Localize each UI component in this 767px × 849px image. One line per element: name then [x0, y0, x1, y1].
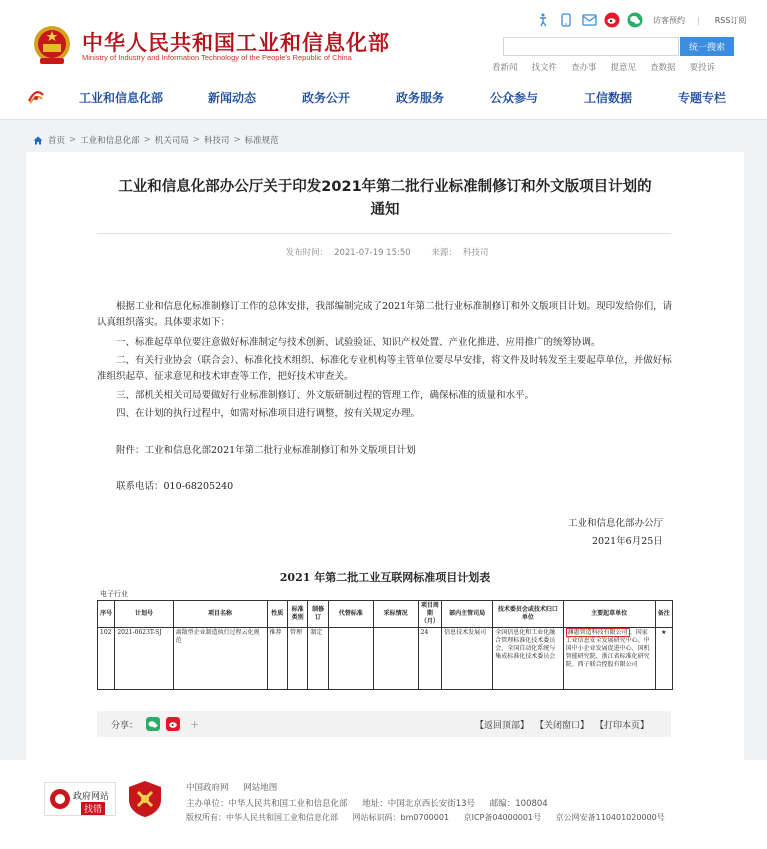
close-window-link[interactable]: 【关闭窗口】	[534, 721, 589, 731]
publish-label: 发布时间：	[285, 248, 329, 258]
source-label: 来源：	[431, 248, 457, 258]
mail-icon[interactable]	[581, 12, 597, 28]
drafter-rest: 、国家工业信息安全发展研究中心、中国中小企业发展促进中心、国机智能研究院、浙江省标准化研究院、西子联合控股有限公司	[565, 629, 650, 668]
attachment-link[interactable]: 附件：工业和信息化部2021年第二批行业标准制修订和外文版项目计划	[116, 445, 416, 456]
nav-item-ministry[interactable]: 工业和信息化部	[79, 91, 164, 105]
paragraph-item-4: 四、在计划的执行过程中，如需对标准项目进行调整，按有关规定办理。	[116, 408, 421, 419]
breadcrumb-standards[interactable]: 标准规范	[244, 136, 279, 146]
cell-revision: 制定	[308, 628, 328, 690]
col-header: 序号	[98, 601, 115, 628]
cell-period: 24	[418, 628, 441, 690]
nav-item-participation[interactable]: 公众参与	[490, 91, 539, 105]
col-header: 采标情况	[373, 601, 418, 628]
cell-type: 管理	[287, 628, 307, 690]
col-header: 项目名称	[173, 601, 267, 628]
search-button[interactable]: 统一搜索	[680, 37, 734, 56]
drafter-highlight: 渊惠智造科技有限公司	[567, 629, 628, 636]
visitor-appointment-link[interactable]: 访客预约	[653, 15, 685, 25]
quick-link-complaint[interactable]: 要投诉	[689, 63, 716, 73]
cell-nature: 推荐	[267, 628, 287, 690]
miit-logo-icon[interactable]	[27, 89, 45, 105]
cell-replace	[328, 628, 373, 690]
wechat-share-icon[interactable]	[146, 717, 160, 731]
article-title-line2: 通知	[370, 202, 400, 218]
footer-copyright-line	[186, 812, 677, 823]
quick-link-files[interactable]: 找文件	[531, 63, 558, 73]
divider: |	[697, 15, 700, 25]
breadcrumb-separator: >	[233, 135, 241, 145]
footer-address: 地址：中国北京西长安街13号	[362, 799, 476, 809]
paragraph-item-2: 二、有关行业协会（联合会）、标准化技术组织、标准化专业机构等主管单位要尽早安排，将文件及时转发至主要起草单位，并做好标准组织起草、征求意见和技术审查等工作，把好技术审查关。	[97, 355, 672, 382]
nav-item-public-affairs[interactable]: 政务公开	[302, 91, 351, 105]
cell-note: ★	[655, 628, 672, 690]
cell-plan-no: 2021-0623T-SJ	[115, 628, 173, 690]
quick-link-news[interactable]: 看新闻	[492, 63, 518, 73]
col-header: 技术委员会或技术归口单位	[493, 601, 563, 628]
quick-link-services[interactable]: 查办事	[571, 63, 597, 73]
nav-item-data[interactable]: 工信数据	[584, 91, 633, 105]
paragraph-intro: 根据工业和信息化标准制修订工作的总体安排，我部编制完成了2021年第二批行业标准制修订和外文版项目计划。现印发给你们，请认真组织落实。具体要求如下：	[97, 301, 673, 328]
footer-link-gov[interactable]: 中国政府网	[186, 783, 229, 793]
quick-links	[492, 61, 715, 73]
plan-table-category: 电子行业	[100, 590, 128, 598]
breadcrumb-tech-dept[interactable]: 科技司	[203, 136, 230, 146]
breadcrumb-ministry[interactable]: 工业和信息化部	[80, 136, 140, 146]
site-title[interactable]: 中华人民共和国工业和信息化部	[82, 31, 390, 55]
gov-emblem-icon	[49, 788, 71, 810]
signature-date: 2021年6月25日	[592, 536, 663, 547]
col-header: 计划号	[115, 601, 173, 628]
main-nav	[0, 80, 767, 114]
col-header: 代替标准	[328, 601, 373, 628]
breadcrumb-separator: >	[69, 135, 77, 145]
cell-dept: 信息技术发展司	[442, 628, 493, 690]
footer-host: 主办单位：中华人民共和国工业和信息化部	[186, 799, 348, 809]
footer-icp[interactable]: 京ICP备04000001号	[463, 813, 542, 822]
publish-time: 2021-07-19 15:50	[334, 248, 411, 258]
gov-site-label: 政府网站	[73, 792, 110, 802]
party-org-badge-icon[interactable]	[127, 780, 163, 818]
cell-project-name: 离散型企业制造执行过程云化规范	[173, 628, 267, 690]
col-header: 部内主管司局	[442, 601, 493, 628]
col-header: 性质	[267, 601, 287, 628]
footer-copyright: 版权所有：中华人民共和国工业和信息化部	[186, 813, 338, 822]
source-value: 科技司	[462, 248, 489, 258]
back-to-top-link[interactable]: 【返回顶部】	[474, 721, 529, 731]
col-header: 备注	[655, 601, 672, 628]
table-header-row	[98, 601, 673, 628]
cell-committee: 全国信息化和工业化融合管理标准化技术委员会、全国自动化系统与集成标准化技术委员会	[493, 628, 563, 690]
cell-no: 102	[98, 628, 115, 690]
share-more-icon[interactable]: +	[190, 717, 200, 731]
col-header: 项目周期（月）	[418, 601, 441, 628]
quick-link-data[interactable]: 查数据	[650, 63, 676, 73]
national-emblem-icon	[32, 24, 72, 68]
footer-host-line	[186, 797, 560, 809]
page-actions	[475, 718, 649, 731]
article-title	[95, 176, 675, 222]
footer-police[interactable]: 京公网安备110401020000号	[555, 813, 665, 822]
footer-site-id: 网站标识码：bm0700001	[352, 813, 450, 822]
contact-phone: 联系电话：010-68205240	[116, 481, 234, 492]
search-input[interactable]	[503, 37, 679, 56]
breadcrumb-home[interactable]: 首页	[48, 136, 66, 146]
title-divider	[97, 233, 671, 234]
quick-link-feedback[interactable]: 提意见	[610, 63, 637, 73]
plan-table	[97, 600, 673, 690]
site-header	[0, 0, 767, 120]
find-error-label: 找错	[81, 802, 105, 815]
nav-item-services[interactable]: 政务服务	[396, 91, 445, 105]
table-row	[98, 628, 673, 690]
article-meta	[97, 246, 671, 258]
signature: 工业和信息化部办公厅	[568, 518, 664, 529]
mobile-icon[interactable]	[558, 12, 574, 28]
weibo-share-icon[interactable]	[166, 717, 180, 731]
col-header: 标准类别	[287, 601, 307, 628]
breadcrumb	[33, 134, 279, 146]
site-subtitle: Ministry of Industry and Information Technology of the People's Republic of China	[82, 53, 352, 62]
footer-postcode: 邮编：100804	[489, 799, 548, 809]
col-header: 主要起草单位	[563, 601, 655, 628]
cell-adopt	[373, 628, 418, 690]
nav-item-topics[interactable]: 专题专栏	[678, 91, 727, 105]
wechat-icon[interactable]	[627, 12, 643, 28]
paragraph-item-3: 三、部机关相关司局要做好行业标准制修订、外文版研制过程的管理工作，确保标准的质量和水平。	[116, 390, 535, 401]
article-title-line1: 工业和信息化部办公厅关于印发2021年第二批行业标准制修订和外文版项目计划的	[118, 179, 652, 195]
paragraph-item-1: 一、标准起草单位要注意做好标准制定与技术创新、试验验证、知识产权处置、产业化推进、应用推广的统筹协调。	[116, 337, 601, 348]
top-utility-bar	[535, 11, 746, 29]
share-bar	[97, 711, 671, 737]
footer-links	[186, 781, 289, 793]
breadcrumb-separator: >	[192, 135, 200, 145]
home-icon[interactable]	[33, 136, 43, 145]
nav-item-news[interactable]: 新闻动态	[208, 91, 257, 105]
footer-link-sitemap[interactable]: 网站地图	[243, 783, 278, 793]
breadcrumb-bureaus[interactable]: 机关司局	[154, 136, 189, 146]
breadcrumb-separator: >	[143, 135, 151, 145]
accessibility-icon[interactable]	[535, 12, 551, 28]
rss-link[interactable]: RSS订阅	[714, 15, 747, 25]
share-label: 分享：	[111, 720, 139, 731]
gov-site-error-badge[interactable]	[44, 782, 116, 816]
weibo-icon[interactable]	[604, 12, 620, 28]
cell-drafter	[563, 628, 655, 690]
plan-table-title: 2021 年第二批工业互联网标准项目计划表	[279, 571, 491, 584]
print-page-link[interactable]: 【打印本页】	[594, 721, 649, 731]
col-header: 制修订	[308, 601, 328, 628]
